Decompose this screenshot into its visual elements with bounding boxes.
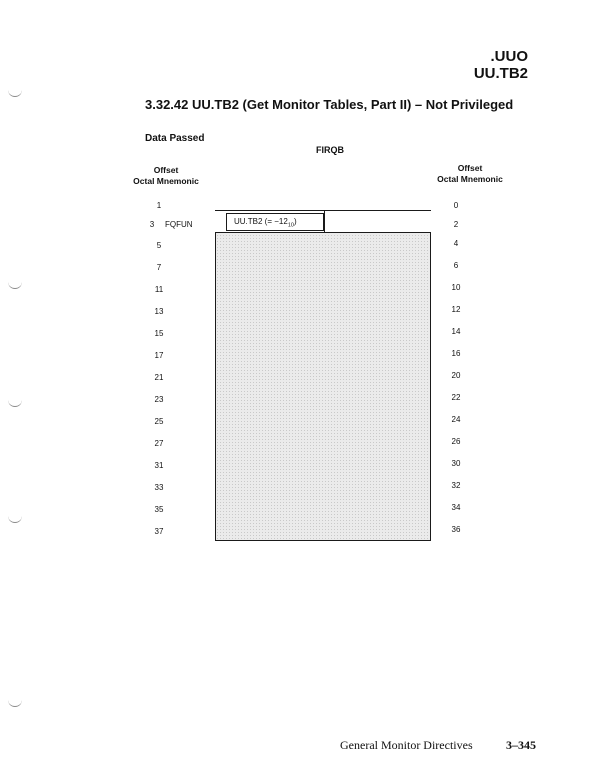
left-offset: 5	[156, 241, 162, 250]
left-offset: 17	[154, 351, 164, 360]
right-offset: 16	[451, 349, 461, 358]
running-head-line1: .UUO	[490, 48, 528, 65]
fqfun-close: )	[293, 217, 297, 226]
left-column-header	[118, 165, 214, 187]
fqfun-subscript: 10	[287, 222, 294, 229]
right-offset: 24	[451, 415, 461, 424]
left-header-mnemonic: Octal Mnemonic	[133, 176, 199, 186]
left-offset: 15	[154, 329, 164, 338]
table-row-1	[215, 191, 431, 211]
subheading: Data Passed	[145, 133, 205, 144]
fqfun-cell	[226, 213, 324, 231]
left-offset: 21	[154, 373, 164, 382]
binder-mark	[8, 282, 22, 289]
fqfun-value: UU.TB2 (= −12	[234, 217, 288, 226]
left-offset: 31	[154, 461, 164, 470]
left-offset: 23	[154, 395, 164, 404]
right-offset: 34	[451, 503, 461, 512]
firqb-table	[215, 191, 431, 541]
right-offset: 6	[453, 261, 459, 270]
binder-mark	[8, 700, 22, 707]
right-offset: 2	[453, 220, 459, 229]
left-offset: 1	[156, 201, 162, 210]
block-label: FIRQB	[316, 145, 344, 155]
right-header-mnemonic: Octal Mnemonic	[437, 174, 503, 184]
left-header-offset: Offset	[153, 165, 179, 175]
right-offset: 14	[451, 327, 461, 336]
right-offset: 26	[451, 437, 461, 446]
section-title: 3.32.42 UU.TB2 (Get Monitor Tables, Part II) – Not Privileged	[145, 97, 514, 112]
right-offset: 32	[451, 481, 461, 490]
binder-mark	[8, 516, 22, 523]
mnemonic-label: FQFUN	[165, 220, 193, 229]
left-offset: 33	[154, 483, 164, 492]
binder-mark	[8, 90, 22, 97]
left-offset: 3	[149, 220, 155, 229]
binder-hole-marks	[0, 22, 22, 702]
right-offset: 10	[451, 283, 461, 292]
right-offset: 22	[451, 393, 461, 402]
left-offset: 25	[154, 417, 164, 426]
binder-mark	[8, 400, 22, 407]
left-offset: 37	[154, 527, 164, 536]
page-number: 3–345	[506, 738, 536, 752]
left-offset: 35	[154, 505, 164, 514]
right-offset: 30	[451, 459, 461, 468]
right-header-offset: Offset	[457, 163, 483, 173]
right-offset: 36	[451, 525, 461, 534]
left-offset: 7	[156, 263, 162, 272]
right-offset: 20	[451, 371, 461, 380]
right-column-header	[432, 163, 508, 185]
running-head-line2: UU.TB2	[473, 65, 528, 82]
footer-text: General Monitor Directives	[340, 738, 473, 752]
left-offset: 11	[154, 285, 164, 294]
left-offset: 13	[154, 307, 164, 316]
right-offset: 12	[451, 305, 461, 314]
byte-divider	[324, 211, 325, 233]
right-offset: 0	[453, 201, 459, 210]
left-offset: 27	[154, 439, 164, 448]
right-offset: 4	[453, 239, 459, 248]
